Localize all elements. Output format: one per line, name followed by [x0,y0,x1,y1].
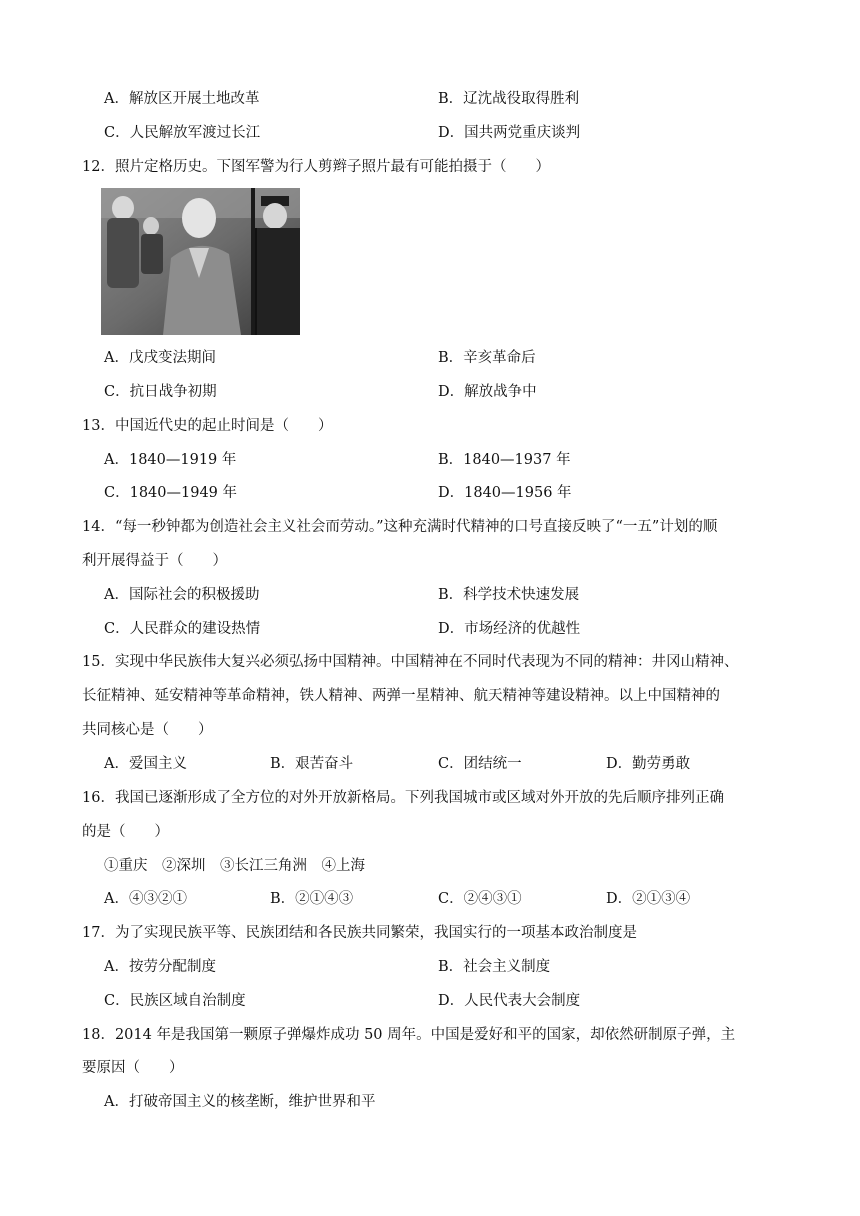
q11-option-a: A．解放区开展土地改革 [104,91,260,107]
q13-option-d: D．1840—1956 年 [438,485,572,501]
q15-stem-line3: 共同核心是（ ） [82,722,213,738]
q14-stem-line2: 利开展得益于（ ） [82,553,227,569]
q17-option-b: B．社会主义制度 [438,959,551,975]
q18-stem-line1: 18．2014 年是我国第一颗原子弹爆炸成功 50 周年。中国是爱好和平的国家，却依然研制原子弹，主 [82,1027,736,1043]
q14-option-d: D．市场经济的优越性 [438,621,581,637]
q14-option-a: A．国际社会的积极援助 [104,587,260,603]
q15-option-d: D．勤劳勇敢 [606,756,691,772]
q13-option-c: C．1840—1949 年 [104,485,238,501]
q14-option-b: B．科学技术快速发展 [438,587,580,603]
q16-option-d: D．②①③④ [606,891,691,907]
q11-option-b: B．辽沈战役取得胜利 [438,91,580,107]
q12-stem: 12．照片定格历史。下图军警为行人剪辫子照片最有可能拍摄于（ ） [82,159,550,175]
q16-items: ①重庆 ②深圳 ③长江三角洲 ④上海 [104,858,365,874]
q17-option-a: A．按劳分配制度 [104,959,216,975]
q18-option-a: A．打破帝国主义的核垄断，维护世界和平 [104,1094,376,1110]
q12-option-c: C．抗日战争初期 [104,384,217,400]
q13-stem: 13．中国近代史的起止时间是（ ） [82,418,333,434]
q14-option-c: C．人民群众的建设热情 [104,621,261,637]
q16-stem-line1: 16．我国已逐渐形成了全方位的对外开放新格局。下列我国城市或区域对外开放的先后顺序排列正确 [82,790,724,806]
q11-option-c: C．人民解放军渡过长江 [104,125,261,141]
q12-option-b: B．辛亥革命后 [438,350,536,366]
q16-option-a: A．④③②① [104,891,187,907]
q13-option-b: B．1840—1937 年 [438,452,571,468]
q17-stem: 17．为了实现民族平等、民族团结和各民族共同繁荣，我国实行的一项基本政治制度是 [82,925,637,941]
q15-option-b: B．艰苦奋斗 [270,756,354,772]
q17-option-d: D．人民代表大会制度 [438,993,581,1009]
q16-option-c: C．②④③① [438,891,522,907]
q12-option-a: A．戊戌变法期间 [104,350,216,366]
q16-stem-line2: 的是（ ） [82,824,169,840]
q14-stem-line1: 14．“每一秒钟都为创造社会主义社会而劳动。”这种充满时代精神的口号直接反映了“一五”计划的顺 [82,519,718,535]
q16-option-b: B．②①④③ [270,891,354,907]
q18-stem-line2: 要原因（ ） [82,1060,184,1076]
q15-option-a: A．爱国主义 [104,756,187,772]
q15-stem-line2: 长征精神、延安精神等革命精神，铁人精神、两弹一星精神、航天精神等建设精神。以上中国精神的 [82,688,720,704]
q11-option-d: D．国共两党重庆谈判 [438,125,581,141]
q17-option-c: C．民族区域自治制度 [104,993,246,1009]
q12-option-d: D．解放战争中 [438,384,537,400]
queue-cutting-photo [101,188,300,335]
q15-option-c: C．团结统一 [438,756,522,772]
q15-stem-line1: 15．实现中华民族伟大复兴必须弘扬中国精神。中国精神在不同时代表现为不同的精神：井冈山精神、 [82,654,739,670]
q13-option-a: A．1840—1919 年 [104,452,237,468]
